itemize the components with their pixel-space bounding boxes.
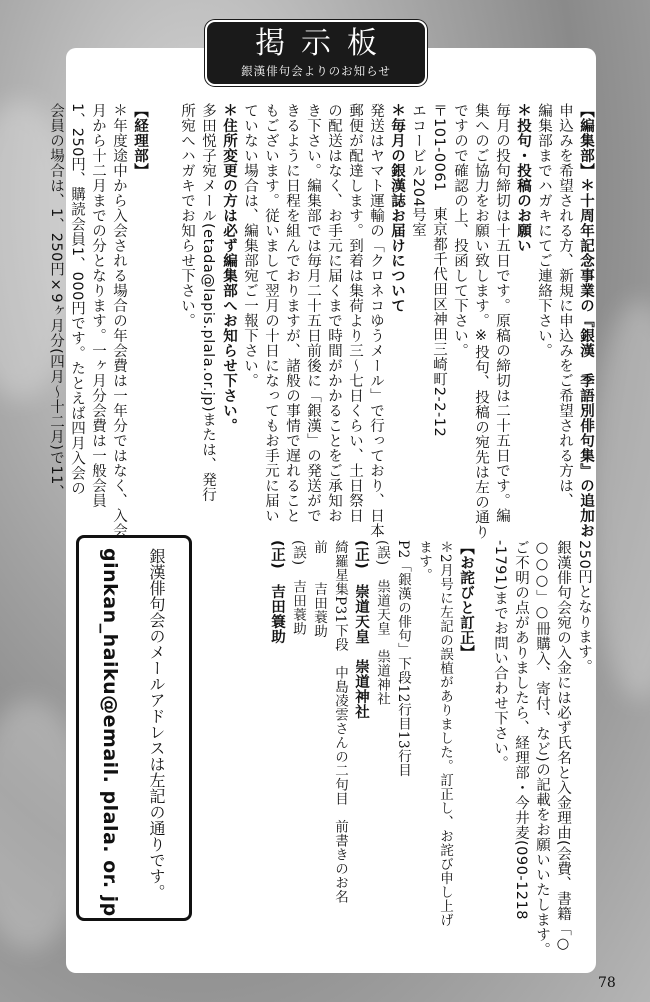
editorial-line: 集へのご協力をお願い致します。※投句、投稿の宛先は左の通り — [473, 103, 489, 540]
editorial-line: 【編集部】＊十周年記念事業の『銀漢 季語別俳句集』の追加お — [578, 103, 594, 538]
correction-line: 前 吉田蓑助 — [311, 540, 327, 638]
correction-line: ＊2月号に左記の誤植がありました。訂正し、お詫び申し上げ — [437, 540, 453, 928]
accounting-line: 銀漢俳句会宛の入金には必ず氏名と入金理由(会費、書籍「○ — [555, 540, 571, 953]
editorial-line: エコービル204号室 — [410, 103, 426, 238]
editorial-line: きるように日程を組んでおりますが、諸般の事情で遅れること — [284, 103, 300, 523]
correction-line: P2「銀漢の俳句」下段12行目13行目 — [395, 540, 411, 778]
editorial-line: 〒101-0061 東京都千代田区神田三崎町2-2-12 — [431, 103, 447, 438]
accounting-line: 【経理部】 — [132, 103, 148, 178]
page-title: 掲示板 — [255, 26, 393, 61]
editorial-line: 郵便が配達します。到着は集荷より三～七日くらい、土日祭日 — [347, 103, 363, 523]
title-plate — [205, 20, 427, 86]
editorial-line: 毎月の投句締切は十五日です。原稿の締切は二十五日です。編 — [494, 103, 510, 523]
corrections-section — [264, 540, 476, 960]
accounting-continued — [486, 540, 594, 960]
correction-line: (誤) 祟道天皇 祟道神社 — [374, 540, 390, 706]
editorial-line: ＊住所変更の方は必ず編集部へお知らせ下さい。 — [221, 103, 237, 433]
background-cloud — [590, 300, 650, 700]
mail-address-box — [76, 535, 192, 921]
editorial-line: 編集部までハガキにてご連絡下さい。 — [536, 103, 552, 358]
editorial-line: 多田悦子宛メール(etada@lapis.plala.or.jp)または、発行 — [200, 103, 216, 503]
correction-line: ます。 — [416, 540, 432, 582]
accounting-line: ＊年度途中から入会される場合の年会費は一年分ではなく、入会 — [111, 103, 127, 538]
editorial-line: ですので確認の上、投函して下さい。 — [452, 103, 468, 358]
mail-address[interactable]: ginkan_haiku@email. plala. or. jp — [99, 548, 121, 917]
editorial-line: ＊毎月の銀漢誌お届けについて — [389, 103, 405, 313]
correction-line: (誤) 吉田蓑助 — [290, 540, 306, 636]
editorial-line: 所宛へハガキでお知らせ下さい。 — [179, 103, 195, 328]
editorial-line: 申込みを希望される方、新規に申込みをご希望される方は、 — [557, 103, 573, 508]
page-subtitle: 銀漢俳句会よりのお知らせ — [241, 64, 391, 78]
correction-line: (正) 吉田簑助 — [269, 540, 285, 645]
correction-heading: 【お詫びと訂正】 — [458, 540, 474, 660]
page-number: 78 — [598, 975, 616, 991]
editorial-line: ＊投句・投稿のお願い — [515, 103, 531, 253]
editorial-line: もございます。従いまして翌月の十日になってもお手元に届い — [263, 103, 279, 523]
accounting-line: ○○○」○冊購入、寄付、など)の記載をお願いいたします。 — [534, 540, 550, 958]
editorial-line: 発送はヤマト運輸の「クロネコゆうメール」で行っており、日本 — [368, 103, 384, 538]
editorial-line: き下さい。編集部では毎月二十五日前後に「銀漢」の発送がで — [305, 103, 321, 523]
accounting-line: 1、250円、購読会員1、000円です。たとえば四月入会の — [69, 103, 85, 496]
accounting-line: ご不明の点がありましたら、経理部・今井麦(090-1218 — [513, 540, 529, 920]
mail-label: 銀漢俳句会のメールアドレスは左記の通りです。 — [147, 548, 166, 900]
correction-line: 綺羅星集P31下段 中島凌雲さんの二句目 前書きのお名 — [332, 540, 348, 904]
accounting-line: 月から十二月までの分となります。一ヶ月分会費は一般会員 — [90, 103, 106, 508]
editorial-line: の配送はなく、お手元に届くまで時間がかかることをご承知お — [326, 103, 342, 523]
accounting-line: -1791)までお問い合わせ下さい。 — [492, 540, 508, 771]
editorial-line: ていない場合は、編集部宛ご一報下さい。 — [242, 103, 258, 388]
accounting-line: 250円となります。 — [576, 540, 592, 675]
correction-line: (正) 崇道天皇 崇道神社 — [353, 540, 369, 720]
accounting-line: 会員の場合は、1、250円×9ヶ月分(四月～十二月)で11、 — [48, 103, 64, 500]
top-notice-section — [48, 103, 596, 540]
